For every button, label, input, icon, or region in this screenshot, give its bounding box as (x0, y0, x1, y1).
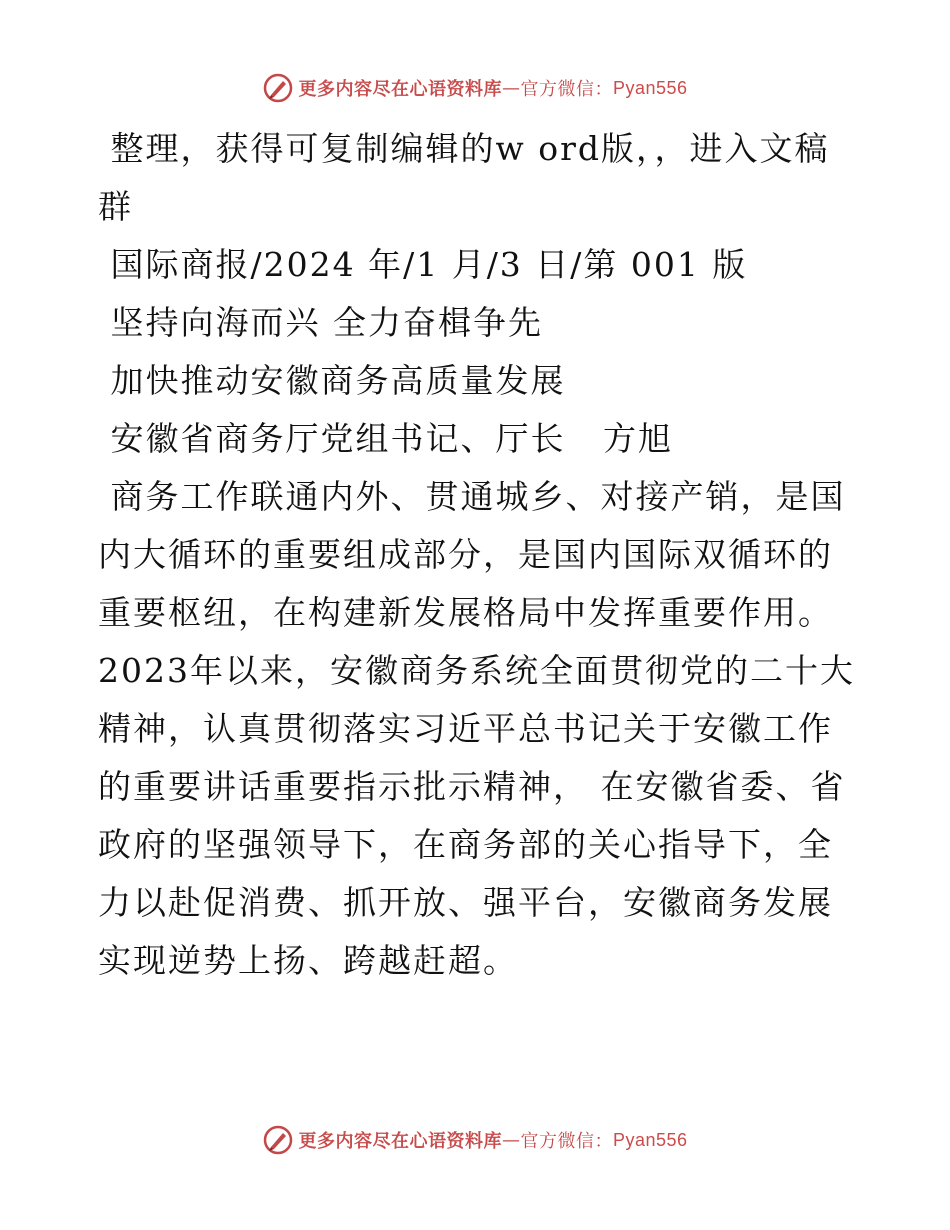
pen-logo-icon (262, 1124, 294, 1156)
watermark-brand: 更多内容尽在心语资料库 (298, 1131, 502, 1152)
body-paragraph: 商务工作联通内外、贯通城乡、对接产销，是国内大循环的重要组成部分，是国内国际双循环的重要枢纽，在构建新发展格局中发挥重要作用。2023年以来，安徽商务系统全面贯彻党的二十大精神，认真贯彻落实习近平总书记关于安徽工作的重要讲话重要指示批示精神， 在安徽省委、省政府的坚强领导下，在商务部的关心指导下，全力以赴促消费、抓开放、强平台，安徽商务发展实现逆势上扬、跨越赶超。 (98, 477, 855, 980)
watermark-wechat-label: 官方微信： (520, 1131, 613, 1152)
byline: 安徽省商务厅党组书记、厅长 方旭 (98, 419, 673, 458)
intro-line: 整理，获得可复制编辑的w ord版，，进入文稿群 (98, 129, 830, 226)
pen-logo-icon (262, 72, 294, 104)
document-body (98, 120, 858, 990)
watermark-separator: — (501, 77, 521, 99)
headline-2: 加快推动安徽商务高质量发展 (98, 361, 566, 400)
watermark-wechat-label: 官方微信： (520, 79, 613, 100)
source-line: 国际商报/2024 年/1 月/3 日/第 001 版 (98, 245, 748, 284)
watermark-wechat-id: Pyan556 (612, 77, 688, 98)
watermark-separator: — (501, 1129, 521, 1151)
watermark-wechat-id: Pyan556 (612, 1129, 688, 1150)
headline-1: 坚持向海而兴 全力奋楫争先 (98, 303, 543, 342)
footer-watermark (0, 1120, 950, 1160)
watermark-brand: 更多内容尽在心语资料库 (298, 79, 502, 100)
header-watermark (0, 68, 950, 108)
